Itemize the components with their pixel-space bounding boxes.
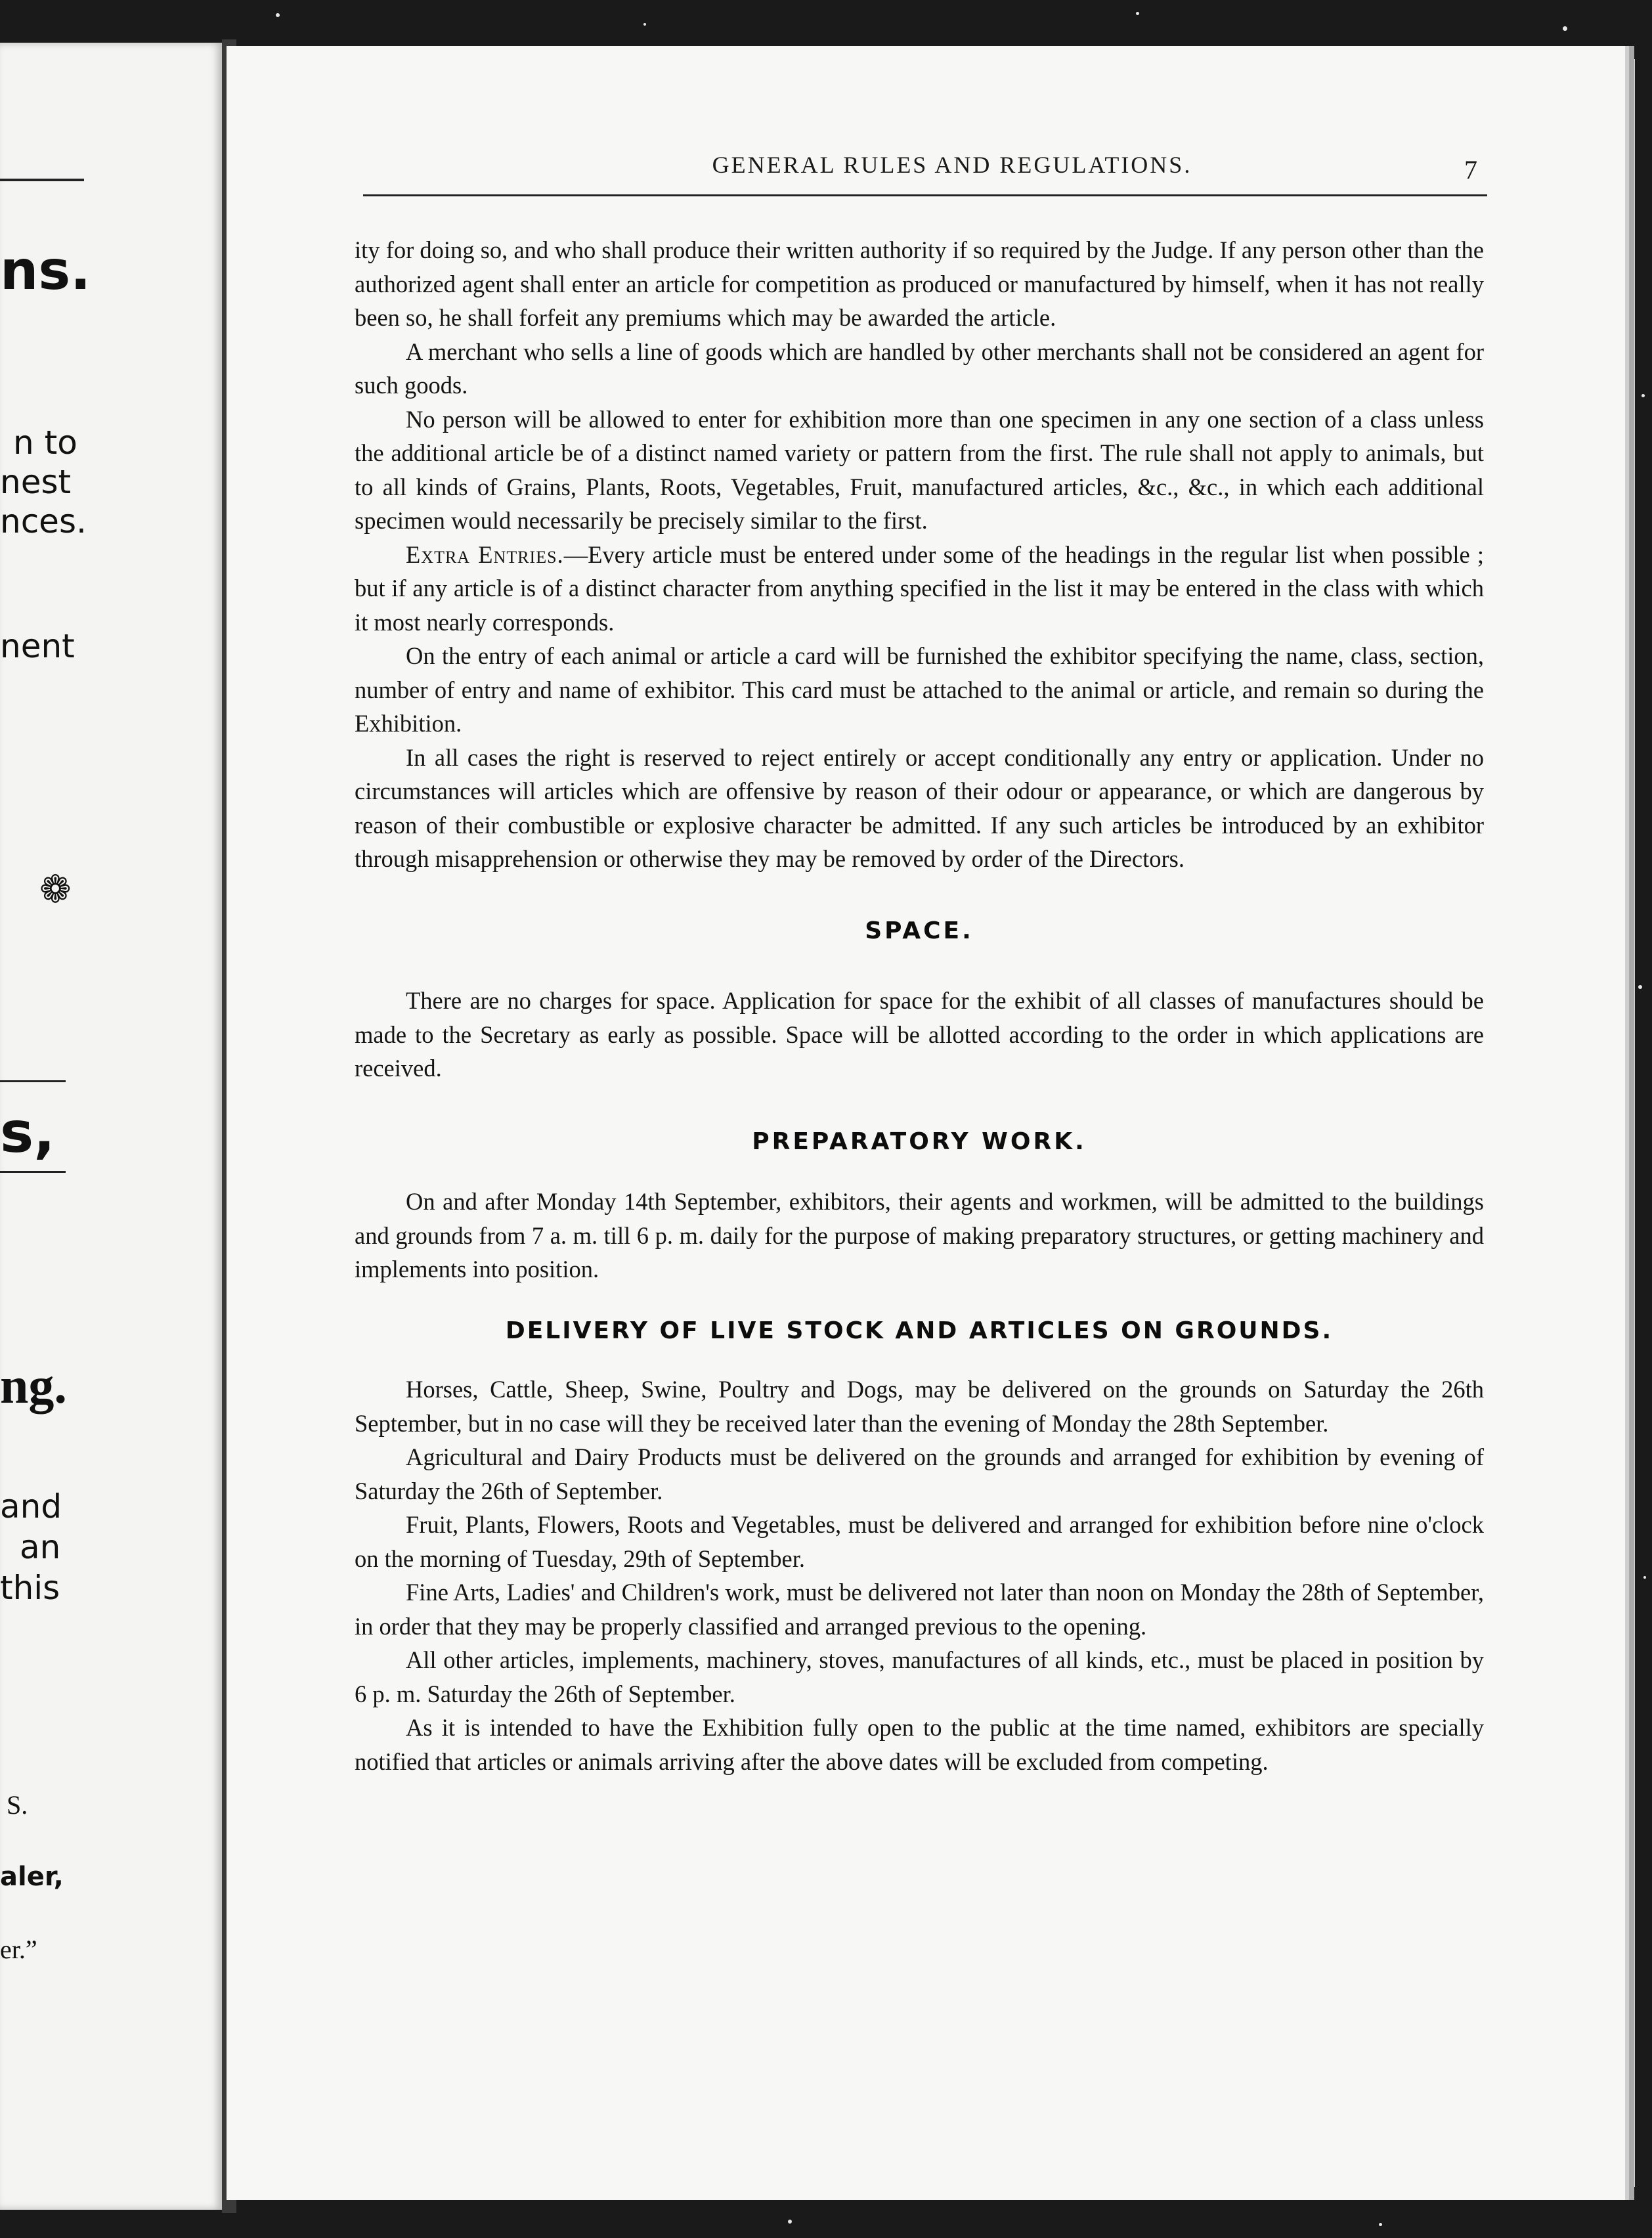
header-rule: [363, 194, 1487, 196]
background-speck: [1563, 26, 1567, 31]
background-speck: [1638, 985, 1642, 989]
adjacent-page-text: s,: [0, 1100, 55, 1166]
adjacent-page-text: nent: [0, 627, 75, 665]
adjacent-page-text: ng.: [0, 1357, 67, 1414]
paragraph: Fruit, Plants, Flowers, Roots and Vegetables, must be delivered and arranged for exhibition before nine o'clock on the morning of Tuesday, 29th of September.: [355, 1511, 1484, 1572]
ornament-icon: ❁: [39, 867, 72, 911]
adjacent-page-rule: [0, 1171, 66, 1173]
background-speck: [1643, 1576, 1646, 1579]
paragraph: On the entry of each animal or article a card will be furnished the exhibitor specifying the name, class, section, number of entry and name of exhibitor. This card must be attached to the animal or article, and remain so during the Exhibition.: [355, 642, 1484, 737]
background-speck: [1136, 12, 1139, 15]
paragraph: On and after Monday 14th September, exhibitors, their agents and workmen, will be admitted to the buildings and grounds from 7 a. m. till 6 p. m. daily for the purpose of making preparatory structures, or getting machinery and implements into position.: [355, 1188, 1484, 1283]
adjacent-page-text: aler,: [0, 1862, 64, 1892]
paragraph: All other articles, implements, machinery, stoves, manufactures of all kinds, etc., must be placed in position by 6 p. m. Saturday the 26th of September.: [355, 1646, 1484, 1707]
page-number: 7: [1464, 155, 1477, 185]
paragraph: Agricultural and Dairy Products must be delivered on the grounds and arranged for exhibition by evening of Saturday the 26th of September.: [355, 1443, 1484, 1504]
background-speck: [276, 13, 280, 17]
page-body: [355, 233, 1484, 1778]
paragraph: Fine Arts, Ladies' and Children's work, must be delivered not later than noon on Monday the 28th of September, in order that they may be properly classified and arranged previous to the opening.: [355, 1579, 1484, 1640]
paragraph: As it is intended to have the Exhibition fully open to the public at the time named, exhibitors are specially notified that articles or animals arriving after the above dates will be excluded from competing.: [355, 1714, 1484, 1775]
adjacent-page-rule: [0, 179, 84, 181]
section-heading-space: SPACE.: [865, 917, 974, 944]
extra-entries-label: Extra Entries.: [406, 540, 564, 568]
paragraph: Horses, Cattle, Sheep, Swine, Poultry and Dogs, may be delivered on the grounds on Saturday the 26th September, but in no case will they be received later than the evening of Monday the 28th September.: [355, 1376, 1484, 1437]
background-speck: [643, 23, 646, 26]
adjacent-page-text: and: [0, 1487, 62, 1525]
extra-entries-text: —Every article must be entered under some of the headings in the regular list when possible ; but if any article is of a distinct character from anything specified in the list it may be entered in the class with which it most nearly corresponds.: [355, 540, 1485, 636]
section-heading-delivery: DELIVERY OF LIVE STOCK AND ARTICLES ON GROUNDS.: [505, 1317, 1334, 1344]
paragraph: In all cases the right is reserved to reject entirely or accept conditionally any entry or application. Under no circumstances will articles which are offensive by reason of their odour or appearance, or which are dangerous by reason of their combustible or explosive character be admitted. If any such articles be introduced by an exhibitor through misapprehension or otherwise they may be removed by order of the Directors.: [355, 743, 1484, 872]
background-speck: [788, 2220, 792, 2224]
adjacent-page-text: er.”: [0, 1935, 37, 1964]
adjacent-page-rule: [0, 1080, 66, 1082]
adjacent-page-text: n to: [13, 424, 77, 462]
adjacent-page-fragment: [0, 43, 222, 2210]
adjacent-page-text: ns.: [0, 240, 91, 302]
adjacent-page-text: this: [0, 1569, 60, 1607]
background-speck: [1379, 2223, 1382, 2226]
adjacent-page-text: S.: [7, 1790, 28, 1820]
adjacent-page-text: nces.: [0, 502, 87, 540]
running-head: GENERAL RULES AND REGULATIONS.: [712, 152, 1192, 178]
extra-entries-paragraph: [355, 538, 1484, 640]
section-heading-preparatory-work: PREPARATORY WORK.: [752, 1128, 1087, 1155]
adjacent-page-text: nest: [0, 463, 72, 501]
background-speck: [1641, 394, 1645, 397]
paragraph: There are no charges for space. Application for space for the exhibit of all classes of manufactures should be made to the Secretary as early as possible. Space will be allotted according to the order in which applications are received.: [355, 987, 1484, 1082]
paragraph: A merchant who sells a line of goods which are handled by other merchants shall not be considered an agent for such goods.: [355, 338, 1484, 399]
paragraph: No person will be allowed to enter for exhibition more than one specimen in any one section of a class unless the additional article be of a distinct named variety or pattern from the first. The rule shall not apply to animals, but to all kinds of Grains, Plants, Roots, Vegetables, Fruit, manufactured articles, &c., &c., in which each additional specimen would necessarily be precisely similar to the first.: [355, 405, 1484, 534]
paragraph: ity for doing so, and who shall produce their written authority if so required by the Judge. If any person other than the authorized agent shall enter an article for competition as produced or manufactured by himself, when it has not really been so, he shall forfeit any premiums which may be awarded the article.: [355, 236, 1484, 331]
adjacent-page-text: an: [20, 1528, 61, 1566]
